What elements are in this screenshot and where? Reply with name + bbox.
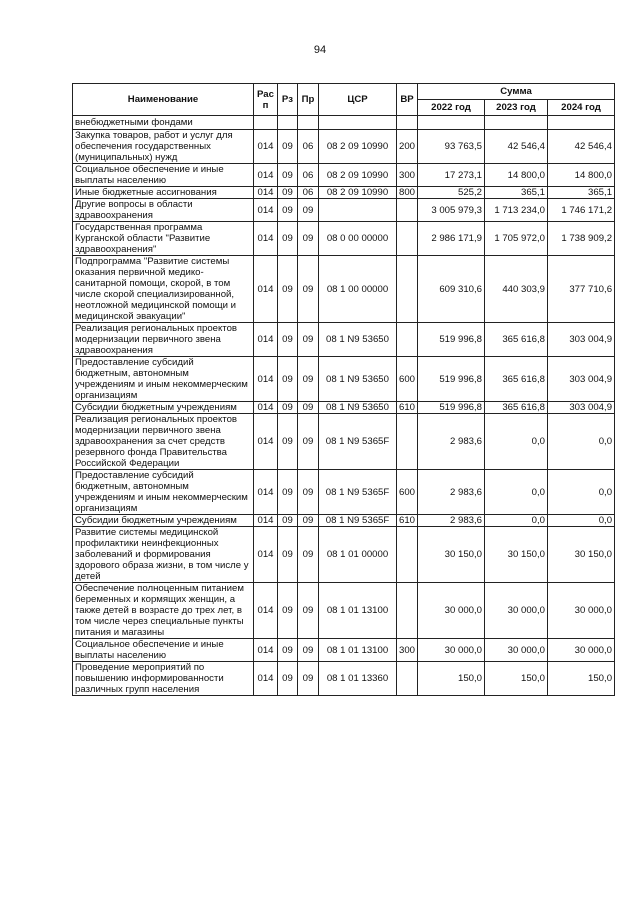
- row-rasp: 014: [254, 164, 278, 187]
- row-sum-2023: 365 616,8: [485, 323, 548, 357]
- row-vr: [397, 662, 418, 696]
- row-pr: 09: [298, 323, 319, 357]
- header-vr: ВР: [397, 84, 418, 116]
- row-name: Обеспечение полноценным питанием беременных и кормящих женщин, а также детей в возрасте до трех лет, в том числе через специальные пункты питания и магазины: [73, 583, 254, 639]
- table-row: [73, 583, 615, 639]
- row-sum-2023: 365 616,8: [485, 402, 548, 414]
- row-sum-2022: [418, 116, 485, 130]
- row-name: внебюджетными фондами: [73, 116, 254, 130]
- row-sum-2024: [548, 116, 615, 130]
- row-pr: 09: [298, 470, 319, 515]
- row-pr: 06: [298, 130, 319, 164]
- row-vr: [397, 527, 418, 583]
- row-sum-2023: 0,0: [485, 515, 548, 527]
- row-sum-2024: 30 150,0: [548, 527, 615, 583]
- row-pr: [298, 116, 319, 130]
- row-sum-2022: 17 273,1: [418, 164, 485, 187]
- row-sum-2023: [485, 116, 548, 130]
- row-sum-2022: 519 996,8: [418, 357, 485, 402]
- row-rasp: 014: [254, 470, 278, 515]
- header-rasp: Рас п: [254, 84, 278, 116]
- row-vr: 610: [397, 515, 418, 527]
- row-sum-2022: 2 983,6: [418, 515, 485, 527]
- row-vr: [397, 116, 418, 130]
- row-rz: 09: [278, 357, 298, 402]
- table-row: [73, 199, 615, 222]
- row-sum-2024: 30 000,0: [548, 639, 615, 662]
- row-rz: 09: [278, 199, 298, 222]
- row-rz: 09: [278, 323, 298, 357]
- row-rasp: 014: [254, 357, 278, 402]
- row-rasp: 014: [254, 639, 278, 662]
- budget-table: [72, 83, 615, 696]
- row-sum-2024: 377 710,6: [548, 256, 615, 323]
- row-rz: 09: [278, 414, 298, 470]
- row-name: Развитие системы медицинской профилактики неинфекционных заболеваний и формирования здорового образа жизни, в том числе у детей: [73, 527, 254, 583]
- row-sum-2024: 1 738 909,2: [548, 222, 615, 256]
- row-pr: 06: [298, 187, 319, 199]
- row-sum-2022: 609 310,6: [418, 256, 485, 323]
- row-vr: [397, 323, 418, 357]
- row-rz: [278, 116, 298, 130]
- header-summa: Сумма: [418, 84, 615, 100]
- row-csr: 08 2 09 10990: [319, 130, 397, 164]
- row-name: Предоставление субсидий бюджетным, автономным учреждениям и иным некоммерческим организациям: [73, 357, 254, 402]
- row-sum-2023: 1 713 234,0: [485, 199, 548, 222]
- row-vr: 600: [397, 470, 418, 515]
- row-name: Социальное обеспечение и иные выплаты населению: [73, 164, 254, 187]
- row-sum-2022: 150,0: [418, 662, 485, 696]
- row-vr: 200: [397, 130, 418, 164]
- row-sum-2024: 303 004,9: [548, 402, 615, 414]
- row-pr: 09: [298, 639, 319, 662]
- row-sum-2022: 30 150,0: [418, 527, 485, 583]
- row-sum-2024: 303 004,9: [548, 323, 615, 357]
- row-vr: [397, 414, 418, 470]
- row-pr: 09: [298, 414, 319, 470]
- row-pr: 06: [298, 164, 319, 187]
- row-rasp: 014: [254, 402, 278, 414]
- row-csr: 08 2 09 10990: [319, 187, 397, 199]
- row-rz: 09: [278, 583, 298, 639]
- row-pr: 09: [298, 583, 319, 639]
- row-sum-2022: 2 983,6: [418, 470, 485, 515]
- row-csr: 08 1 N9 53650: [319, 402, 397, 414]
- row-name: Проведение мероприятий по повышению информированности различных групп населения: [73, 662, 254, 696]
- row-rasp: 014: [254, 187, 278, 199]
- table-row: [73, 323, 615, 357]
- row-pr: 09: [298, 222, 319, 256]
- row-csr: [319, 199, 397, 222]
- row-pr: 09: [298, 515, 319, 527]
- row-name: Субсидии бюджетным учреждениям: [73, 515, 254, 527]
- table-row: [73, 116, 615, 130]
- row-pr: 09: [298, 527, 319, 583]
- row-name: Государственная программа Курганской области "Развитие здравоохранения": [73, 222, 254, 256]
- row-rz: 09: [278, 256, 298, 323]
- row-vr: [397, 256, 418, 323]
- row-rasp: 014: [254, 515, 278, 527]
- row-rz: 09: [278, 164, 298, 187]
- row-csr: 08 1 N9 53650: [319, 323, 397, 357]
- row-sum-2024: 0,0: [548, 414, 615, 470]
- row-pr: 09: [298, 662, 319, 696]
- row-name: Субсидии бюджетным учреждениям: [73, 402, 254, 414]
- row-vr: [397, 222, 418, 256]
- header-year-2023: 2023 год: [485, 100, 548, 116]
- row-sum-2022: 30 000,0: [418, 583, 485, 639]
- header-pr: Пр: [298, 84, 319, 116]
- row-pr: 09: [298, 402, 319, 414]
- row-rasp: 014: [254, 583, 278, 639]
- row-sum-2022: 2 983,6: [418, 414, 485, 470]
- table-row: [73, 639, 615, 662]
- row-rz: 09: [278, 187, 298, 199]
- row-rasp: 014: [254, 256, 278, 323]
- row-vr: 300: [397, 164, 418, 187]
- row-sum-2023: 42 546,4: [485, 130, 548, 164]
- row-sum-2024: 42 546,4: [548, 130, 615, 164]
- row-sum-2022: 519 996,8: [418, 402, 485, 414]
- table-body: [73, 116, 615, 696]
- row-sum-2023: 30 000,0: [485, 639, 548, 662]
- table-row: [73, 222, 615, 256]
- row-sum-2024: 0,0: [548, 515, 615, 527]
- row-csr: 08 1 N9 5365F: [319, 414, 397, 470]
- table-row: [73, 187, 615, 199]
- table-row: [73, 527, 615, 583]
- row-csr: 08 1 N9 5365F: [319, 515, 397, 527]
- row-sum-2023: 30 150,0: [485, 527, 548, 583]
- row-vr: 300: [397, 639, 418, 662]
- row-rz: 09: [278, 222, 298, 256]
- table-row: [73, 130, 615, 164]
- row-name: Иные бюджетные ассигнования: [73, 187, 254, 199]
- row-sum-2022: 519 996,8: [418, 323, 485, 357]
- row-rasp: 014: [254, 414, 278, 470]
- row-sum-2023: 14 800,0: [485, 164, 548, 187]
- row-sum-2024: 365,1: [548, 187, 615, 199]
- row-sum-2023: 0,0: [485, 470, 548, 515]
- row-pr: 09: [298, 357, 319, 402]
- row-sum-2023: 440 303,9: [485, 256, 548, 323]
- row-rasp: 014: [254, 222, 278, 256]
- row-rz: 09: [278, 130, 298, 164]
- row-csr: 08 1 01 00000: [319, 527, 397, 583]
- row-name: Другие вопросы в области здравоохранения: [73, 199, 254, 222]
- row-rz: 09: [278, 402, 298, 414]
- header-year-2024: 2024 год: [548, 100, 615, 116]
- row-sum-2023: 365 616,8: [485, 357, 548, 402]
- header-year-2022: 2022 год: [418, 100, 485, 116]
- row-rz: 09: [278, 639, 298, 662]
- row-pr: 09: [298, 199, 319, 222]
- row-sum-2023: 1 705 972,0: [485, 222, 548, 256]
- table-row: [73, 662, 615, 696]
- row-rz: 09: [278, 470, 298, 515]
- row-sum-2022: 3 005 979,3: [418, 199, 485, 222]
- row-rz: 09: [278, 515, 298, 527]
- table-row: [73, 515, 615, 527]
- row-rasp: [254, 116, 278, 130]
- header-name: Наименование: [73, 84, 254, 116]
- row-sum-2022: 93 763,5: [418, 130, 485, 164]
- row-sum-2024: 303 004,9: [548, 357, 615, 402]
- row-csr: 08 1 01 13360: [319, 662, 397, 696]
- row-csr: 08 1 01 13100: [319, 639, 397, 662]
- row-rasp: 014: [254, 130, 278, 164]
- row-name: Предоставление субсидий бюджетным, автономным учреждениям и иным некоммерческим организациям: [73, 470, 254, 515]
- row-sum-2024: 14 800,0: [548, 164, 615, 187]
- row-sum-2023: 30 000,0: [485, 583, 548, 639]
- row-name: Социальное обеспечение и иные выплаты населению: [73, 639, 254, 662]
- row-name: Закупка товаров, работ и услуг для обеспечения государственных (муниципальных) нужд: [73, 130, 254, 164]
- row-pr: 09: [298, 256, 319, 323]
- row-sum-2022: 30 000,0: [418, 639, 485, 662]
- row-sum-2024: 0,0: [548, 470, 615, 515]
- row-vr: 600: [397, 357, 418, 402]
- row-rasp: 014: [254, 323, 278, 357]
- page-number: 94: [313, 44, 327, 56]
- row-sum-2022: 525,2: [418, 187, 485, 199]
- row-sum-2024: 1 746 171,2: [548, 199, 615, 222]
- row-name: Реализация региональных проектов модернизации первичного звена здравоохранения за счет средств резервного фонда Правительства Российской Федерации: [73, 414, 254, 470]
- row-name: Подпрограмма "Развитие системы оказания первичной медико-санитарной помощи, скорой, в том числе скорой специализированной, неотложной медицинской помощи и медицинской эвакуации": [73, 256, 254, 323]
- row-rz: 09: [278, 527, 298, 583]
- row-csr: 08 0 00 00000: [319, 222, 397, 256]
- table-row: [73, 256, 615, 323]
- row-rasp: 014: [254, 199, 278, 222]
- table-row: [73, 470, 615, 515]
- row-vr: 610: [397, 402, 418, 414]
- row-rz: 09: [278, 662, 298, 696]
- table-row: [73, 402, 615, 414]
- row-sum-2023: 0,0: [485, 414, 548, 470]
- row-csr: [319, 116, 397, 130]
- row-csr: 08 1 N9 5365F: [319, 470, 397, 515]
- header-rz: Рз: [278, 84, 298, 116]
- row-csr: 08 1 00 00000: [319, 256, 397, 323]
- row-sum-2024: 150,0: [548, 662, 615, 696]
- row-vr: [397, 583, 418, 639]
- header-csr: ЦСР: [319, 84, 397, 116]
- table-row: [73, 357, 615, 402]
- row-vr: [397, 199, 418, 222]
- row-csr: 08 1 01 13100: [319, 583, 397, 639]
- row-rasp: 014: [254, 662, 278, 696]
- row-sum-2023: 150,0: [485, 662, 548, 696]
- row-sum-2022: 2 986 171,9: [418, 222, 485, 256]
- table-row: [73, 414, 615, 470]
- table-row: [73, 164, 615, 187]
- row-sum-2024: 30 000,0: [548, 583, 615, 639]
- row-name: Реализация региональных проектов модернизации первичного звена здравоохранения: [73, 323, 254, 357]
- row-csr: 08 2 09 10990: [319, 164, 397, 187]
- row-sum-2023: 365,1: [485, 187, 548, 199]
- row-csr: 08 1 N9 53650: [319, 357, 397, 402]
- row-rasp: 014: [254, 527, 278, 583]
- row-vr: 800: [397, 187, 418, 199]
